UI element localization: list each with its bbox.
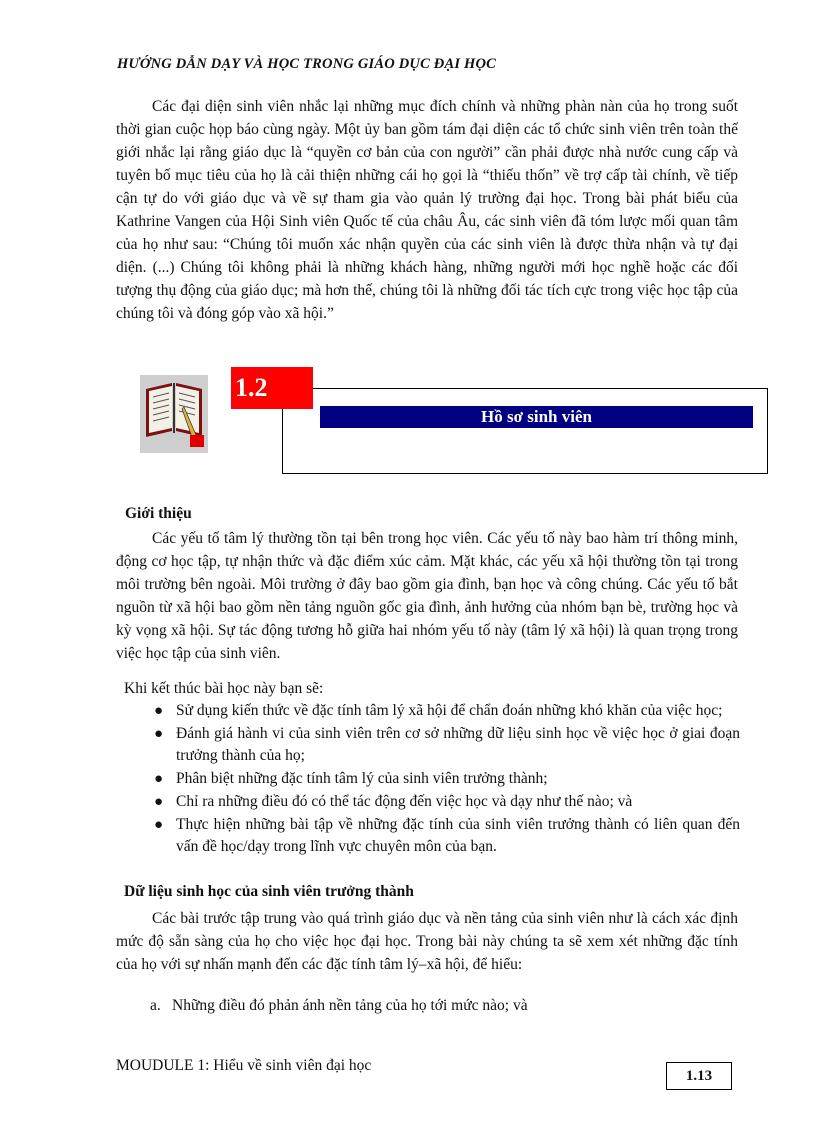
bullet-icon: ● <box>154 817 164 833</box>
objectives-lead: Khi kết thúc bài học này bạn sẽ: <box>124 680 324 697</box>
bio-paragraph: Các bài trước tập trung vào quá trình giáo dục và nền tảng của sinh viên như là cách xác định mức độ sẵn sàng của họ cho việc học đại học. Trong bài này chúng ta sẽ xem xét những đặc tính của họ với sự nhấn mạnh đến các đặc tính tâm lý–xã hội, để hiểu: <box>116 910 738 973</box>
item-label: a. <box>150 997 161 1014</box>
page-number: 1.13 <box>666 1062 732 1090</box>
section-title: Hồ sơ sinh viên <box>320 406 753 428</box>
bio-heading: Dữ liệu sinh học của sinh viên trưởng thành <box>124 883 414 900</box>
list-item-a <box>150 997 528 1015</box>
intro-heading: Giới thiệu <box>125 505 192 522</box>
factors-paragraph: Các yếu tố tâm lý thường tồn tại bên trong học viên. Các yếu tố này bao hàm trí thông minh, động cơ học tập, tự nhận thức và đặc điểm xúc cảm. Mặt khác, các yếu xã hội thường tồn tại trong môi trường bên ngoài. Môi trường ở đây bao gồm gia đình, bạn học và công chúng. Các yếu tố bắt nguồn từ xã hội bao gồm nền tảng nguồn gốc gia đình, ảnh hưởng của nhóm bạn bè, trường học và kỳ vọng xã hội. Sự tác động tương hỗ giữa hai nhóm yếu tố này (tâm lý xã hội) là quan trọng trong việc học tập của sinh viên. <box>116 530 738 662</box>
item-text: Những điều đó phản ánh nền tảng của họ tới mức nào; và <box>172 997 528 1014</box>
bullet-icon: ● <box>154 794 164 810</box>
bullet-icon: ● <box>154 703 164 719</box>
section-number: 1.2 <box>231 367 313 409</box>
list-item: ● Sử dụng kiến thức về đặc tính tâm lý xã hội để chẩn đoán những khó khăn của việc học; <box>152 700 740 722</box>
bullet-icon: ● <box>154 726 164 742</box>
running-header: HƯỚNG DẪN DẠY VÀ HỌC TRONG GIÁO DỤC ĐẠI HỌC <box>117 56 497 72</box>
list-item: ● Đánh giá hành vi của sinh viên trên cơ sở những dữ liệu sinh học về việc học ở giai đoạn trưởng thành của họ; <box>154 725 740 764</box>
list-item: ● Phân biệt những đặc tính tâm lý của sinh viên trưởng thành; <box>152 768 740 790</box>
intro-paragraph: Các đại diện sinh viên nhắc lại những mục đích chính và những phàn nàn của họ trong suốt thời gian cuộc họp báo cùng ngày. Một ủy ban gồm tám đại diện các tổ chức sinh viên trên toàn thế giới nhắc lại rằng giáo dục là “quyền cơ bản của con người” cần phải được nhà nước cung cấp và tuyên bố mục tiêu của họ là cải thiện những cái họ gọi là “thiếu thốn” về trợ cấp tài chính, về tiếp cận tự do với giáo dục và về sự tham gia vào quản lý trường đại học. Trong bài phát biểu của Kathrine Vangen của Hội Sinh viên Quốc tế của châu Âu, các sinh viên đã tóm lược mối quan tâm của họ như sau: “Chúng tôi muốn xác nhận quyền của các sinh viên là được thừa nhận và tự đại diện. (...) Chúng tôi không phải là những khách hàng, những người mới học nghề hoặc các đối tượng thụ động của giáo dục; mà hơn thế, chúng tôi là những đối tác tích cực trong việc học tập của chúng tôi và đóng góp vào xã hội.” <box>116 98 738 322</box>
footer-module: MOUDULE 1: Hiểu về sinh viên đại học <box>116 1057 372 1074</box>
section-frame <box>282 388 768 474</box>
bullet-icon: ● <box>154 771 164 787</box>
book-pen-icon <box>140 375 208 453</box>
list-item: ● Chỉ ra những điều đó có thể tác động đến việc học và dạy như thế nào; và <box>152 791 740 813</box>
list-item: ● Thực hiện những bài tập về những đặc tính của sinh viên trưởng thành có liên quan đến vấn đề học/dạy trong lĩnh vực chuyên môn của bạn. <box>154 816 740 855</box>
objectives-list <box>152 700 740 859</box>
